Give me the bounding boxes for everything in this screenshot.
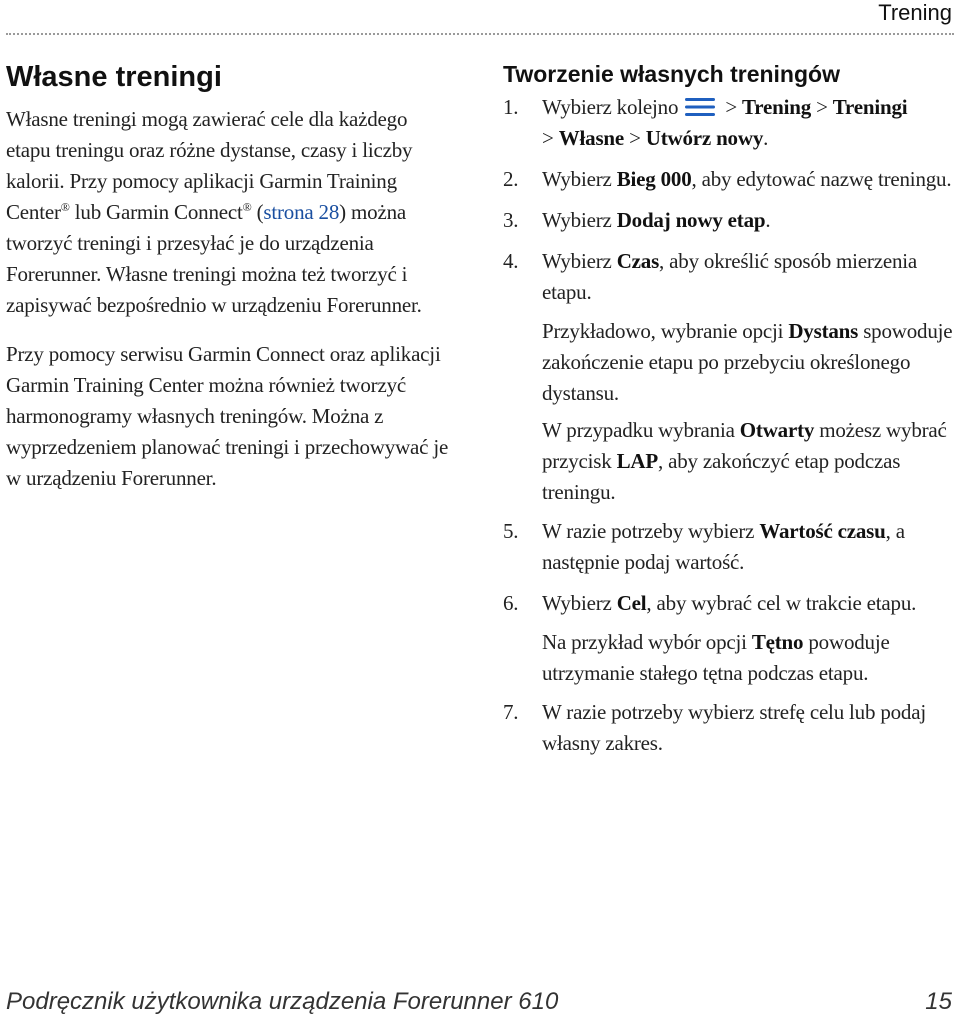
page-link[interactable]: strona 28 xyxy=(263,200,340,224)
step-number: 6. xyxy=(503,591,519,615)
note-text: , aby zakończyć etap podczas treningu. xyxy=(542,449,901,504)
step-text: , aby edytować nazwę treningu. xyxy=(691,167,952,191)
right-column xyxy=(503,58,958,769)
subsection-title: Tworzenie własnych treningów xyxy=(503,61,840,87)
step-item xyxy=(503,588,958,619)
step-text: > xyxy=(624,126,646,150)
step-number: 7. xyxy=(503,700,519,724)
option-wartosc-czasu: Wartość czasu xyxy=(759,519,886,543)
step-text: Wybierz xyxy=(542,591,617,615)
intro-paragraph xyxy=(6,104,454,321)
step-text: , aby określić sposób mierzenia etapu. xyxy=(542,249,918,304)
left-column xyxy=(6,58,454,512)
step-item xyxy=(503,516,958,578)
option-dystans: Dystans xyxy=(788,319,859,343)
step-text: Wybierz xyxy=(542,249,617,273)
footer-page-number: 15 xyxy=(925,988,952,1015)
menu-path-trening: Trening xyxy=(742,95,812,119)
schedule-paragraph: Przy pomocy serwisu Garmin Connect oraz aplikacji Garmin Training Center można również tworzyć harmonogramy własnych treningów. Można z wyprzedzeniem planować treningi i przechowywać je w urządzeniu Forerunner. xyxy=(6,342,449,490)
step-note xyxy=(503,316,958,409)
step-text: Wybierz xyxy=(542,208,617,232)
option-czas: Czas xyxy=(616,249,660,273)
note-text: powoduje utrzymanie stałego tętna podczas etapu. xyxy=(542,630,890,685)
step-text: W razie potrzeby wybierz strefę celu lub podaj własny zakres. xyxy=(542,700,926,755)
menu-path-wlasne: Własne xyxy=(558,126,625,150)
footer-manual-title: Podręcznik użytkownika urządzenia Forerunner 610 xyxy=(6,988,559,1015)
option-otwarty: Otwarty xyxy=(739,418,815,442)
intro-text-4: ) można tworzyć treningi i przesyłać je do urządzenia Forerunner. Własne treningi można też tworzyć i zapisywać bezpośrednio w urządzeniu Forerunner. xyxy=(6,200,422,317)
menu-path-treningi: Treningi xyxy=(832,95,908,119)
note-text: Przykładowo, wybranie opcji xyxy=(542,319,789,343)
note-text: spowoduje zakończenie etapu po przebyciu określonego dystansu. xyxy=(542,319,953,405)
step-text: W razie potrzeby wybierz xyxy=(542,519,760,543)
step-item xyxy=(503,246,958,308)
step-text: > xyxy=(811,95,833,119)
step-text: > xyxy=(542,126,559,150)
step-note xyxy=(503,627,958,689)
step-item xyxy=(503,697,958,759)
intro-text-2: lub Garmin Connect xyxy=(69,200,243,224)
step-number: 3. xyxy=(503,208,519,232)
menu-icon xyxy=(682,95,718,119)
step-text: Wybierz xyxy=(542,167,617,191)
steps-list xyxy=(503,92,958,759)
header-dotted-rule xyxy=(6,33,954,35)
option-tetno: Tętno xyxy=(751,630,804,654)
step-text: Wybierz kolejno xyxy=(542,95,679,119)
step-number: 5. xyxy=(503,519,519,543)
intro-text-1: Własne treningi mogą zawierać cele dla każdego etapu treningu oraz różne dystanse, czasy i liczby kalorii. Przy pomocy aplikacji Garmin Training Center xyxy=(6,107,413,224)
running-header-title: Trening xyxy=(878,0,952,25)
lap-key: LAP xyxy=(616,449,658,473)
step-number: 2. xyxy=(503,167,519,191)
section-title: Własne treningi xyxy=(6,61,222,93)
option-dodaj-nowy-etap: Dodaj nowy etap xyxy=(616,208,766,232)
registered-mark: ® xyxy=(60,200,70,214)
menu-path-utworz-nowy: Utwórz nowy xyxy=(645,126,764,150)
note-text: możesz wybrać przycisk xyxy=(542,418,947,473)
step-text: , a następnie podaj wartość. xyxy=(542,519,905,574)
step-text: . xyxy=(763,126,769,150)
note-text: Na przykład wybór opcji xyxy=(542,630,752,654)
step-item xyxy=(503,164,958,195)
step-number: 4. xyxy=(503,249,519,273)
step-text: , aby wybrać cel w trakcie etapu. xyxy=(646,591,917,615)
note-text: W przypadku wybrania xyxy=(542,418,740,442)
option-cel: Cel xyxy=(616,591,647,615)
step-note xyxy=(503,415,958,508)
option-bieg-000: Bieg 000 xyxy=(616,167,692,191)
step-text: > xyxy=(720,95,743,119)
registered-mark: ® xyxy=(242,200,252,214)
step-number: 1. xyxy=(503,95,519,119)
intro-text-3: ( xyxy=(251,200,264,224)
step-text: . xyxy=(765,208,771,232)
step-item xyxy=(503,205,958,236)
step-item xyxy=(503,92,958,154)
